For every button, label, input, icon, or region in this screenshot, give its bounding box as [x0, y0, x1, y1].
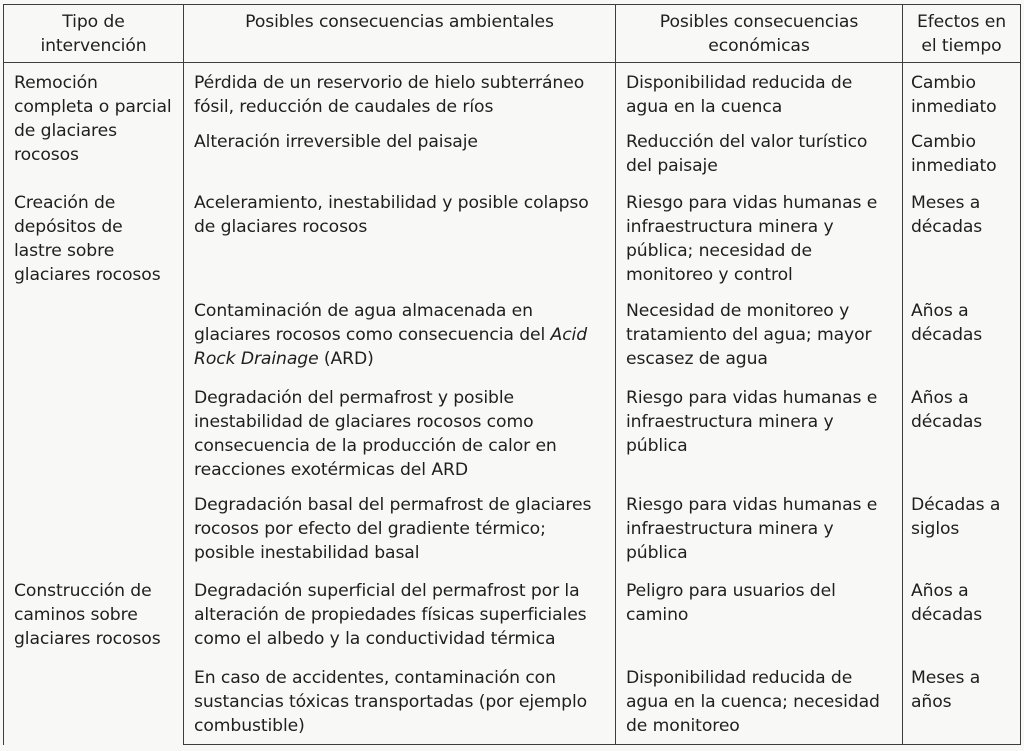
- environmental-cell: Alteración irreversible del paisaje: [184, 123, 616, 184]
- economic-cell: Disponibilidad reducida de agua en la cuenca: [616, 63, 903, 124]
- time-effect-cell: Meses a décadas: [903, 184, 1021, 292]
- environmental-cell: [184, 292, 616, 379]
- header-type: Tipo de intervención: [4, 5, 184, 63]
- time-effect-cell: Años a décadas: [903, 572, 1021, 659]
- environmental-text: (ARD): [318, 348, 374, 369]
- environmental-cell: Pérdida de un reservorio de hielo subterráneo fósil, reducción de caudales de ríos: [184, 63, 616, 124]
- time-effect-cell: Cambio inmediato: [903, 63, 1021, 124]
- environmental-cell: Degradación del permafrost y posible inestabilidad de glaciares rocosos como consecuencia de la producción de calor en reacciones exotérmicas del ARD: [184, 379, 616, 486]
- economic-cell: Riesgo para vidas humanas e infraestructura minera y pública: [616, 379, 903, 486]
- economic-cell: Reducción del valor turístico del paisaje: [616, 123, 903, 184]
- header-economic: Posibles consecuencias económicas: [616, 5, 903, 63]
- environmental-cell: En caso de accidentes, contaminación con sustancias tóxicas transportadas (por ejemplo combustible): [184, 659, 616, 745]
- economic-cell: Riesgo para vidas humanas e infraestructura minera y pública; necesidad de monitoreo y control: [616, 184, 903, 292]
- time-effect-cell: Meses a años: [903, 659, 1021, 745]
- table-row: [4, 572, 1021, 659]
- time-effect-cell: Cambio inmediato: [903, 123, 1021, 184]
- environmental-text: Contaminación de agua almacenada en glaciares rocosos como consecuencia del: [194, 300, 551, 345]
- environmental-cell: Degradación superficial del permafrost por la alteración de propiedades físicas superficiales como el albedo y la conductividad térmica: [184, 572, 616, 659]
- acid-rock-drainage-term: Acid Rock Drainage: [194, 324, 588, 369]
- header-row: [4, 5, 1021, 63]
- economic-cell: Necesidad de monitoreo y tratamiento del agua; mayor escasez de agua: [616, 292, 903, 379]
- time-effect-cell: Años a décadas: [903, 292, 1021, 379]
- time-effect-cell: Años a décadas: [903, 379, 1021, 486]
- interventions-table: [3, 4, 1021, 745]
- header-time: Efectos en el tiempo: [903, 5, 1021, 63]
- economic-cell: Peligro para usuarios del camino: [616, 572, 903, 659]
- economic-cell: Disponibilidad reducida de agua en la cuenca; necesidad de monitoreo: [616, 659, 903, 745]
- economic-cell: Riesgo para vidas humanas e infraestructura minera y pública: [616, 486, 903, 572]
- intervention-type-cell: Creación de depósitos de lastre sobre glaciares rocosos: [4, 184, 184, 572]
- header-environmental: Posibles consecuencias ambientales: [184, 5, 616, 63]
- table-body: [4, 63, 1021, 745]
- intervention-type-cell: Remoción completa o parcial de glaciares rocosos: [4, 63, 184, 184]
- intervention-type-cell: Construcción de caminos sobre glaciares rocosos: [4, 572, 184, 745]
- table-row: [4, 184, 1021, 292]
- environmental-cell: Degradación basal del permafrost de glaciares rocosos por efecto del gradiente térmico; posible inestabilidad basal: [184, 486, 616, 572]
- table-header: [4, 5, 1021, 63]
- time-effect-cell: Décadas a siglos: [903, 486, 1021, 572]
- table-row: [4, 63, 1021, 124]
- environmental-cell: Aceleramiento, inestabilidad y posible colapso de glaciares rocosos: [184, 184, 616, 292]
